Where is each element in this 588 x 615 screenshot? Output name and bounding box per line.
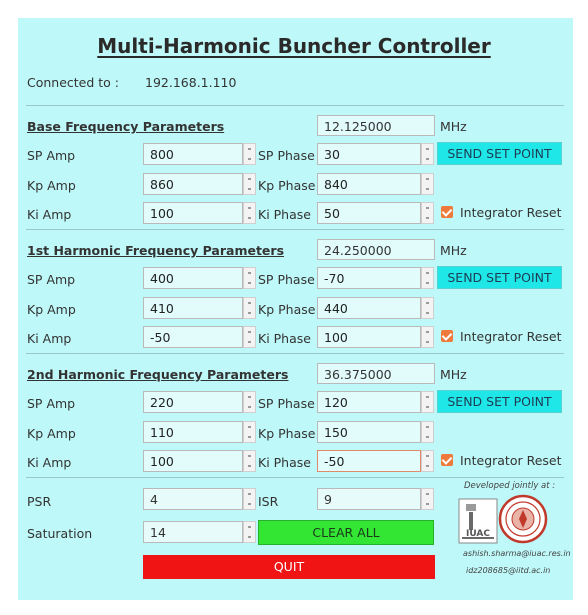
base-ki-amp-value[interactable]: 100 — [143, 202, 243, 224]
base-kp-phase-spinbox[interactable] — [317, 173, 434, 195]
spin-arrows-icon[interactable] — [243, 297, 256, 319]
base-sp-phase-value[interactable]: 30 — [317, 143, 421, 165]
iuac-logo-icon — [458, 498, 498, 544]
email-iitd: idz208685@iitd.ac.in — [466, 566, 551, 575]
kp-phase-label: Kp Phase — [258, 178, 316, 193]
second-kp-amp-value[interactable]: 110 — [143, 421, 243, 443]
spin-arrows-icon[interactable] — [421, 297, 434, 319]
isr-value[interactable]: 9 — [317, 488, 421, 510]
connected-ip: 192.168.1.110 — [145, 75, 237, 90]
divider — [26, 477, 564, 478]
sp-amp-label: SP Amp — [27, 148, 76, 163]
spin-arrows-icon[interactable] — [421, 267, 434, 289]
sp-phase-label: SP Phase — [258, 272, 315, 287]
second-harmonic-frequency-field[interactable]: 36.375000 — [317, 363, 435, 384]
connected-label: Connected to : — [27, 75, 120, 90]
page-title: Multi-Harmonic Buncher Controller — [97, 34, 491, 58]
clear-all-button[interactable]: CLEAR ALL — [258, 520, 434, 545]
first-ki-amp-value[interactable]: -50 — [143, 326, 243, 348]
spin-arrows-icon[interactable] — [243, 488, 256, 510]
first-send-set-point-button[interactable]: SEND SET POINT — [437, 266, 562, 289]
second-kp-amp-spinbox[interactable] — [143, 421, 256, 443]
saturation-spinbox[interactable] — [143, 521, 256, 543]
psr-label: PSR — [27, 494, 52, 509]
sp-amp-label: SP Amp — [27, 396, 76, 411]
saturation-label: Saturation — [27, 526, 93, 541]
kp-phase-label: Kp Phase — [258, 302, 316, 317]
base-send-set-point-button[interactable]: SEND SET POINT — [437, 142, 562, 165]
spin-arrows-icon[interactable] — [421, 173, 434, 195]
developed-jointly-text: Developed jointly at : — [464, 481, 556, 491]
first-sp-amp-spinbox[interactable] — [143, 267, 256, 289]
spin-arrows-icon[interactable] — [243, 202, 256, 224]
spin-arrows-icon[interactable] — [243, 143, 256, 165]
first-kp-amp-spinbox[interactable] — [143, 297, 256, 319]
quit-button[interactable]: QUIT — [143, 555, 435, 579]
base-sp-phase-spinbox[interactable] — [317, 143, 434, 165]
base-ki-phase-value[interactable]: 50 — [317, 202, 421, 224]
spin-arrows-icon[interactable] — [243, 326, 256, 348]
spin-arrows-icon[interactable] — [243, 173, 256, 195]
spin-arrows-icon[interactable] — [421, 450, 434, 472]
isr-label: ISR — [258, 494, 279, 509]
ki-phase-label: Ki Phase — [258, 331, 311, 346]
first-ki-phase-value[interactable]: 100 — [317, 326, 421, 348]
second-send-set-point-button[interactable]: SEND SET POINT — [437, 390, 562, 413]
base-integrator-reset-checkbox[interactable] — [441, 206, 453, 218]
psr-spinbox[interactable] — [143, 488, 256, 510]
divider — [26, 353, 564, 354]
base-integrator-reset-label[interactable]: Integrator Reset — [460, 205, 562, 220]
divider — [26, 229, 564, 230]
base-ki-phase-spinbox[interactable] — [317, 202, 434, 224]
kp-phase-label: Kp Phase — [258, 426, 316, 441]
first-ki-amp-spinbox[interactable] — [143, 326, 256, 348]
second-sp-amp-spinbox[interactable] — [143, 391, 256, 413]
spin-arrows-icon[interactable] — [243, 421, 256, 443]
second-ki-amp-spinbox[interactable] — [143, 450, 256, 472]
first-harmonic-heading: 1st Harmonic Frequency Parameters — [27, 243, 285, 258]
first-sp-phase-spinbox[interactable] — [317, 267, 434, 289]
base-kp-phase-value[interactable]: 840 — [317, 173, 421, 195]
kp-amp-label: Kp Amp — [27, 302, 76, 317]
spin-arrows-icon[interactable] — [421, 326, 434, 348]
second-sp-amp-value[interactable]: 220 — [143, 391, 243, 413]
first-sp-amp-value[interactable]: 400 — [143, 267, 243, 289]
spin-arrows-icon[interactable] — [421, 488, 434, 510]
base-kp-amp-spinbox[interactable] — [143, 173, 256, 195]
first-harmonic-frequency-unit: MHz — [440, 243, 467, 258]
iuac-logo-text: IUAC — [466, 529, 490, 539]
second-sp-phase-spinbox[interactable] — [317, 391, 434, 413]
base-sp-amp-spinbox[interactable] — [143, 143, 256, 165]
ki-phase-label: Ki Phase — [258, 207, 311, 222]
ki-amp-label: Ki Amp — [27, 207, 72, 222]
second-integrator-reset-label[interactable]: Integrator Reset — [460, 453, 562, 468]
base-sp-amp-value[interactable]: 800 — [143, 143, 243, 165]
iitd-logo-icon — [498, 493, 548, 545]
second-ki-phase-value[interactable]: -50 — [317, 450, 421, 472]
second-ki-phase-spinbox[interactable] — [317, 450, 434, 472]
kp-amp-label: Kp Amp — [27, 426, 76, 441]
divider — [26, 105, 564, 106]
spin-arrows-icon[interactable] — [243, 267, 256, 289]
sp-phase-label: SP Phase — [258, 148, 315, 163]
first-integrator-reset-label[interactable]: Integrator Reset — [460, 329, 562, 344]
sp-amp-label: SP Amp — [27, 272, 76, 287]
psr-value[interactable]: 4 — [143, 488, 243, 510]
first-ki-phase-spinbox[interactable] — [317, 326, 434, 348]
spin-arrows-icon[interactable] — [421, 202, 434, 224]
first-sp-phase-value[interactable]: -70 — [317, 267, 421, 289]
second-harmonic-heading: 2nd Harmonic Frequency Parameters — [27, 367, 289, 382]
isr-spinbox[interactable] — [317, 488, 434, 510]
base-frequency-heading: Base Frequency Parameters — [27, 119, 225, 134]
base-kp-amp-value[interactable]: 860 — [143, 173, 243, 195]
spin-arrows-icon[interactable] — [243, 521, 256, 543]
second-kp-phase-value[interactable]: 150 — [317, 421, 421, 443]
ki-amp-label: Ki Amp — [27, 331, 72, 346]
email-iuac: ashish.sharma@iuac.res.in — [463, 549, 571, 558]
second-ki-amp-value[interactable]: 100 — [143, 450, 243, 472]
sp-phase-label: SP Phase — [258, 396, 315, 411]
ki-amp-label: Ki Amp — [27, 455, 72, 470]
spin-arrows-icon[interactable] — [421, 391, 434, 413]
first-kp-amp-value[interactable]: 410 — [143, 297, 243, 319]
second-kp-phase-spinbox[interactable] — [317, 421, 434, 443]
second-harmonic-frequency-unit: MHz — [440, 367, 467, 382]
first-integrator-reset-checkbox[interactable] — [441, 330, 453, 342]
second-sp-phase-value[interactable]: 120 — [317, 391, 421, 413]
base-frequency-field[interactable]: 12.125000 — [317, 115, 435, 136]
base-frequency-unit: MHz — [440, 119, 467, 134]
first-harmonic-frequency-field[interactable]: 24.250000 — [317, 239, 435, 260]
first-kp-phase-spinbox[interactable] — [317, 297, 434, 319]
spin-arrows-icon[interactable] — [421, 421, 434, 443]
spin-arrows-icon[interactable] — [243, 391, 256, 413]
spin-arrows-icon[interactable] — [421, 143, 434, 165]
base-ki-amp-spinbox[interactable] — [143, 202, 256, 224]
first-kp-phase-value[interactable]: 440 — [317, 297, 421, 319]
ki-phase-label: Ki Phase — [258, 455, 311, 470]
second-integrator-reset-checkbox[interactable] — [441, 454, 453, 466]
spin-arrows-icon[interactable] — [243, 450, 256, 472]
kp-amp-label: Kp Amp — [27, 178, 76, 193]
saturation-value[interactable]: 14 — [143, 521, 243, 543]
